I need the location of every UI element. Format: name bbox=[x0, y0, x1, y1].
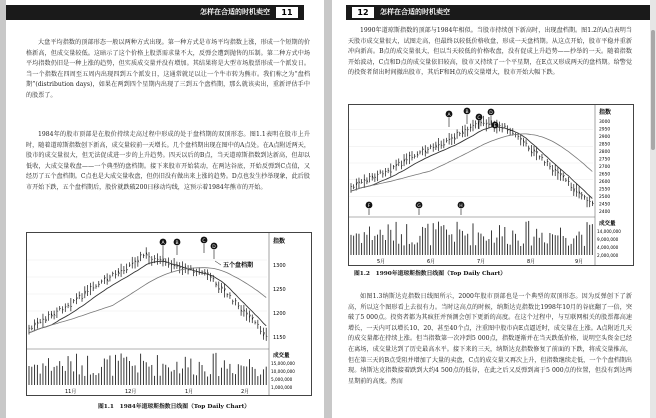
left-price-tick: 1300 bbox=[273, 263, 286, 269]
right-price-tick: 2850 bbox=[599, 142, 611, 148]
right-volume-tick: 9,000,000 bbox=[597, 237, 619, 242]
right-page-header bbox=[346, 5, 650, 20]
left-point-marker-a bbox=[160, 239, 167, 255]
right-point-label: B bbox=[465, 110, 469, 115]
right-chart-grid bbox=[349, 130, 593, 197]
left-chart-annotation: 五个盘档期 bbox=[223, 262, 254, 269]
right-point-marker-g bbox=[416, 202, 423, 215]
left-point-label: D bbox=[212, 245, 216, 250]
left-price-tick: 1250 bbox=[273, 287, 286, 293]
right-paragraph-1: 1990年道琼斯指数的顶部与1984年相似。当股市持续创下新高时，出现盘档期。图1.2的A点表明当天股市成交量很大，试图走高，但最终以较低价格收盘，形成一天盘档期。从这点开始，股市平稳并重新冲向新高。B点的成交量很大，但以当天较低的价格收盘，没有促成上升趋势——抄举的一天。随着指数开始波动，C点和D点的成交量依旧较高，股市又持续了一个平星期，在E点又形成两天的盘档期。给警觉的投资者留出时间撤出股市，其后F和H点的成交量增大，股市开始大幅下跌。 bbox=[348, 27, 632, 77]
right-price-ticks bbox=[599, 119, 610, 215]
right-point-label: H bbox=[459, 204, 463, 209]
right-header-title: 怎样在合适的时机卖空 bbox=[380, 7, 450, 16]
right-price-tick: 2700 bbox=[599, 165, 611, 170]
right-point-label: C bbox=[477, 116, 481, 121]
left-chart-svg bbox=[27, 233, 311, 395]
left-paragraph-2: 1984年的股市顶部是在股价持续走高过程中形成的处于盘档期的双顶形态。图1.1表明在股市上升时，随着道琼斯指数创下新高，成交量较前一天增长。几个盘档期出现在图中的A点处。在A点附近两天，股市的成交量很大，但无法促成进一步的上升趋势。四天以后的B点，当天道琼斯指数到达新高，但却以低收，大成交量收盘——一个典型的盘档期。接下来股市开始装动，在两达谷底，开始反弹到C点值，又经历了五个盘档期。C点也是大成交量收盘，但仍旧没有做出来上涨的趋势。D点也发生抄举现象，此后股市开始下跌，五个盘档期后，股价就跌破200日移动均线，这预示着1984年熊市的开始。 bbox=[26, 131, 310, 191]
left-paragraph-1: 大盘平均指数的顶部形态一般以两种方式出现。第一种方式是市场平均指数上涨，形成一个短期的价格新高，但成交量较低。这暗示了这个价格上股票需求量不大，反弹会遭到抛售的压制。第二种方式中场平均指数仍旧是一种上涨的趋势，但实质成交量并没有增加。其结果将是大型市场股票形成一个派发日。当一个指数在四周至五周内出现四到五个派发日，这通常就足以让一个牛市转为熊市。我们称之为“盘档期”(distribution days)，如果在两到四个星期内出现了三到五个盘档期，那么就该卖出，重新评估手中的股票了。 bbox=[26, 39, 310, 99]
right-month-tick: 5月 bbox=[377, 259, 386, 265]
right-point-label: F bbox=[367, 204, 371, 209]
right-point-marker-a bbox=[446, 111, 453, 127]
right-price-tick: 3000 bbox=[599, 120, 611, 125]
right-price-tick: 2900 bbox=[599, 135, 611, 140]
right-price-tick: 2400 bbox=[599, 210, 611, 215]
right-volume-tick: 4,000,000 bbox=[597, 245, 619, 250]
left-page bbox=[6, 0, 324, 418]
right-chart-svg bbox=[349, 105, 633, 265]
right-point-label: A bbox=[447, 113, 451, 118]
left-month-tick: 11月 bbox=[65, 389, 77, 395]
left-volume-axis-title: 成交量 bbox=[273, 353, 290, 359]
right-point-marker-h bbox=[458, 202, 465, 215]
left-header-title: 怎样在合适的时机卖空 bbox=[200, 7, 270, 16]
scrollbar-thumb[interactable] bbox=[651, 30, 655, 150]
right-point-marker-e bbox=[492, 122, 499, 129]
right-chart-moving-average-200 bbox=[351, 134, 592, 191]
left-month-tick: 12月 bbox=[125, 389, 137, 395]
left-volume-tick: 1,000,000 bbox=[271, 385, 293, 390]
right-month-tick: 8月 bbox=[527, 259, 536, 265]
left-point-label: A bbox=[161, 241, 165, 246]
right-point-marker-b bbox=[464, 108, 471, 124]
right-point-marker-c bbox=[476, 114, 483, 129]
right-point-label: D bbox=[489, 111, 493, 116]
left-chart bbox=[26, 232, 312, 396]
right-price-tick: 2550 bbox=[599, 187, 611, 193]
left-month-tick: 1月 bbox=[185, 389, 194, 395]
left-annotation-leader bbox=[215, 261, 221, 265]
right-month-tick: 9月 bbox=[575, 259, 584, 265]
left-point-marker-b bbox=[174, 239, 181, 255]
right-price-tick: 2600 bbox=[599, 180, 611, 185]
left-volume-tick: 15,000,000 bbox=[271, 361, 295, 366]
left-price-tick: 1200 bbox=[273, 311, 286, 317]
right-volume-axis-title: 成交量 bbox=[599, 221, 616, 227]
left-price-tick: 1150 bbox=[273, 335, 286, 341]
left-point-label: B bbox=[175, 241, 179, 246]
right-chart-volume-bars bbox=[351, 221, 592, 255]
left-point-marker-d bbox=[211, 243, 218, 259]
right-point-marker-f bbox=[366, 202, 373, 215]
left-month-tick: 2月 bbox=[241, 389, 250, 395]
left-price-axis-title: 指数 bbox=[273, 238, 286, 245]
right-price-axis-title: 指数 bbox=[599, 109, 612, 116]
left-figure-caption: 图1.1 1984年道琼斯指数日线图（Top Daily Chart） bbox=[98, 404, 251, 410]
left-chart-volume-bars bbox=[29, 353, 266, 385]
left-volume-tick: 5,000,000 bbox=[271, 377, 293, 382]
right-chart bbox=[348, 104, 634, 266]
left-volume-tick: 10,000,000 bbox=[271, 369, 295, 374]
right-price-tick: 2450 bbox=[599, 202, 611, 208]
right-point-label: E bbox=[493, 124, 497, 129]
right-chart-moving-average-50 bbox=[351, 127, 592, 199]
right-month-tick: 7月 bbox=[477, 259, 486, 265]
right-volume-tick: 14,000,000 bbox=[597, 229, 621, 234]
right-month-tick: 6月 bbox=[427, 259, 436, 265]
vertical-scrollbar[interactable] bbox=[650, 0, 656, 418]
right-point-label: G bbox=[417, 204, 421, 209]
right-page-number: 12 bbox=[352, 7, 374, 18]
left-page-header bbox=[6, 5, 304, 20]
right-volume-tick: 2,000,000 bbox=[597, 253, 619, 258]
right-price-tick: 2800 bbox=[599, 150, 611, 155]
right-figure-caption: 图1.2 1990年道琼斯指数日线图（Top Daily Chart） bbox=[354, 271, 507, 277]
right-price-tick: 2950 bbox=[599, 127, 611, 133]
left-point-label: C bbox=[202, 239, 206, 244]
left-chart-moving-average-200 bbox=[29, 268, 266, 333]
right-paragraph-2: 如图1.3纳斯达克指数日线图所示，2000年股市顶部也是一个典型的双顶形态。因为反弹创下了新高，所以这个图形看上去很有力。当时这高点的时候，纳斯达克指数比1998年10月的谷底翻了一倍，突破了5 000点。投资者都为其疯狂并预测会创下更新的高度。在这个过程中，与互联网相关的股票都高速增长，一天内可以增长10、20、甚至40个点，注重图中股市向E点逼近时，成交量在上涨。A点附近几天的成交量都在持续上涨。但当指数第一次冲到5 000点，指数逐渐并在当天跌低价格，说明空头资金已经在离场，成交量达到了历史最高水平。接下来的三天，纳斯达克指数修复了前面的下跌，将成交量推高，但在第三天的B点受阻并增加了大量的卖盘，C点的成交量又再次上升，但指数继续走低，一个个盘档期出现。纳斯达克指数接着跌到大约4 500点的低谷，在此之后又反弹到离于5 000点的位置，但没有到达两星期前的高度。然而 bbox=[348, 293, 632, 385]
left-page-number: 11 bbox=[276, 7, 298, 18]
right-price-tick: 2750 bbox=[599, 157, 611, 163]
right-price-tick: 2650 bbox=[599, 172, 611, 178]
left-point-marker-c bbox=[201, 237, 208, 253]
left-chart-moving-average-50 bbox=[29, 261, 266, 333]
right-price-tick: 2500 bbox=[599, 195, 611, 200]
right-page bbox=[332, 0, 650, 418]
